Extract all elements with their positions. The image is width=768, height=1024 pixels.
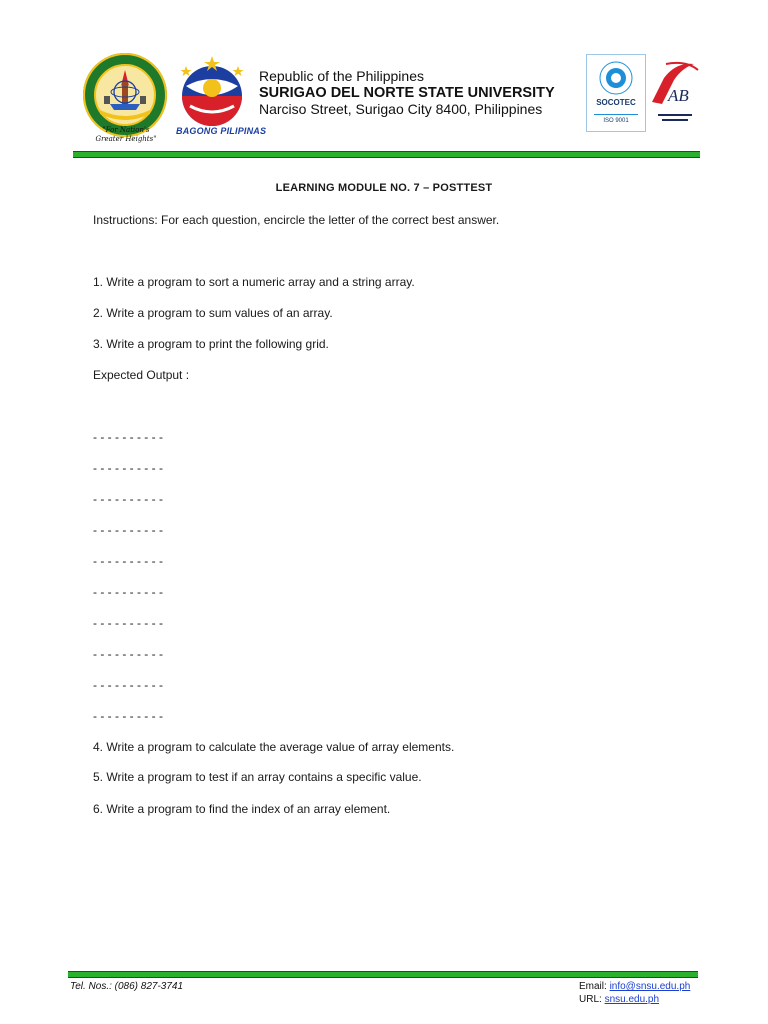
expected-output-label: Expected Output : [93, 368, 190, 382]
bagong-pilipinas-label: BAGONG PILIPINAS [176, 126, 267, 136]
email-label: Email: [579, 981, 610, 992]
header-university-name: SURIGAO DEL NORTE STATE UNIVERSITY [259, 85, 555, 101]
url-link[interactable]: snsu.edu.ph [604, 994, 660, 1005]
footer-telephone: Tel. Nos.: (086) 827-3741 [70, 981, 184, 992]
question-2: 2. Write a program to sum values of an array. [93, 306, 333, 320]
instructions: Instructions: For each question, encircle the letter of the correct best answer. [93, 213, 500, 227]
header-divider [73, 151, 700, 158]
grid-row: - - - - - - - - - - [93, 616, 163, 630]
question-3: 3. Write a program to print the following grid. [93, 337, 329, 351]
header-address: Narciso Street, Surigao City 8400, Philippines [259, 101, 543, 117]
pab-label: AB [668, 86, 689, 105]
motto-line-1: "For Nation's [102, 126, 150, 134]
question-5: 5. Write a program to test if an array contains a specific value. [93, 770, 422, 784]
grid-row: - - - - - - - - - - [93, 461, 163, 475]
question-1: 1. Write a program to sort a numeric array and a string array. [93, 275, 415, 289]
grid-row: - - - - - - - - - - [93, 709, 163, 723]
footer-email [579, 981, 690, 992]
grid-row: - - - - - - - - - - [93, 678, 163, 692]
pab-accreditation-logo [646, 58, 702, 128]
grid-row: - - - - - - - - - - [93, 492, 163, 506]
footer-url [579, 994, 659, 1005]
page-title: LEARNING MODULE NO. 7 – POSTTEST [275, 182, 493, 194]
grid-row: - - - - - - - - - - [93, 554, 163, 568]
grid-row: - - - - - - - - - - [93, 523, 163, 537]
question-6: 6. Write a program to find the index of an array element. [93, 802, 391, 816]
grid-row: - - - - - - - - - - [93, 647, 163, 661]
socotec-label: SOCOTEC [596, 98, 636, 107]
question-4: 4. Write a program to calculate the average value of array elements. [93, 740, 455, 754]
seal-motto [86, 126, 166, 144]
grid-row: - - - - - - - - - - [93, 430, 163, 444]
bagong-pilipinas-logo [172, 52, 252, 132]
header-republic: Republic of the Philippines [259, 68, 424, 84]
email-link[interactable]: info@snsu.edu.ph [609, 981, 691, 992]
grid-row: - - - - - - - - - - [93, 585, 163, 599]
socotec-certification-logo [586, 54, 646, 132]
footer-divider [68, 971, 698, 978]
socotec-iso: ISO 9001 [603, 118, 629, 124]
motto-line-2: Greater Heights" [95, 135, 157, 143]
url-label: URL: [579, 994, 605, 1005]
